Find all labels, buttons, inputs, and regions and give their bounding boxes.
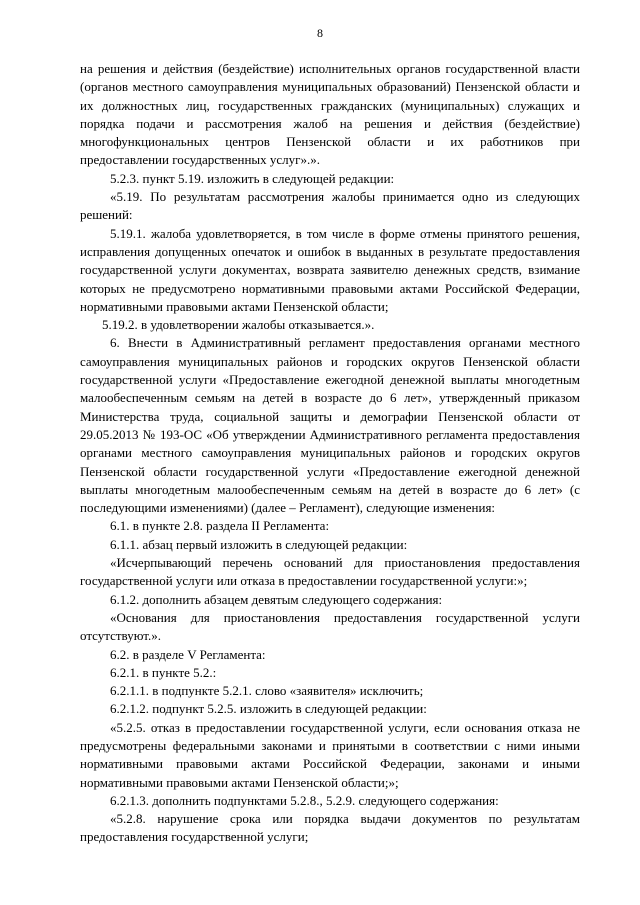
- paragraph-6-1-2: 6.1.2. дополнить абзацем девятым следующего содержания:: [110, 591, 443, 607]
- paragraph-6-2-1: 6.2.1. в пункте 5.2.:: [110, 664, 217, 680]
- paragraph-5-2-8-quote: «5.2.8. нарушение срока или порядка выдачи документов по результатам предоставления государственной услуги;: [80, 811, 580, 845]
- paragraph-5-19-2: 5.19.2. в удовлетворении жалобы отказывается.».: [102, 317, 375, 333]
- document-body: [80, 60, 580, 847]
- page-number: 8: [317, 26, 323, 40]
- paragraph-5-2-3: 5.2.3. пункт 5.19. изложить в следующей редакции:: [110, 170, 395, 186]
- paragraph-6-2-1-2: 6.2.1.2. подпункт 5.2.5. изложить в следующей редакции:: [110, 701, 427, 717]
- paragraph-6-1-2-quote: «Основания для приостановления предоставления государственной услуги отсутствуют.».: [80, 609, 580, 644]
- paragraph-continuation: на решения и действия (бездействие) исполнительных органов государственной власти (органов местного самоуправления муниципальных образований) Пензенской области и их должностных лиц, государственных гражданских (муниципальных) служащих и порядка подачи и рассмотрения жалоб на решения и действия (бездействие) многофункциональных центров Пензенской области и их работников при предоставлении государственных услуг».».: [80, 61, 580, 168]
- paragraph-6-1-1-quote: «Исчерпывающий перечень оснований для приостановления предоставления государственной услуги или отказа в предоставлении государственной услуги:»;: [80, 555, 580, 589]
- paragraph-5-19-1: 5.19.1. жалоба удовлетворяется, в том числе в форме отмены принятого решения, исправления допущенных опечаток и ошибок в выданных в результате предоставления государственной услуги документах, возврата заявителю денежных средств, взимание которых не предусмотрено нормативными правовыми актами Российской Федерации, нормативными правовыми актами Пензенской области;: [80, 225, 580, 314]
- paragraph-6: 6. Внести в Административный регламент предоставления органами местного самоуправления муниципальных районов и городских округов Пензенской области государственной услуги «Предоставление ежегодной денежной выплаты многодетным малообеспеченным семьям на детей в возрасте до 6 лет», утвержденный приказом Министерства труда, социальной защиты и демографии Пензенской области от 29.05.2013 № 193-ОС «Об утверждении Административного регламента предоставления органами местного самоуправления муниципальных районов и городских округов Пензенской области государственной услуги «Предоставление ежегодной денежной выплаты многодетным малообеспеченным семьям на детей в возрасте до 6 лет» (с последующими изменениями) (далее – Регламент), следующие изменения:: [80, 335, 580, 516]
- paragraph-6-1: 6.1. в пункте 2.8. раздела II Регламента:: [110, 518, 330, 534]
- paragraph-6-2: 6.2. в разделе V Регламента:: [110, 646, 266, 662]
- paragraph-6-2-1-1: 6.2.1.1. в подпункте 5.2.1. слово «заявителя» исключить;: [110, 683, 424, 699]
- paragraph-6-1-1: 6.1.1. абзац первый изложить в следующей редакции:: [110, 536, 408, 552]
- paragraph-5-2-5-quote: «5.2.5. отказ в предоставлении государственной услуги, если основания отказа не предусмотрены федеральными законами и принятыми в соответствии с ними иными нормативными правовыми актами Российской Федерации, законами и иными нормативными правовыми актами Пензенской области;»;: [80, 719, 580, 790]
- paragraph-6-2-1-3: 6.2.1.3. дополнить подпунктами 5.2.8., 5.2.9. следующего содержания:: [110, 792, 499, 808]
- paragraph-5-19: «5.19. По результатам рассмотрения жалобы принимается одно из следующих решений:: [80, 189, 580, 223]
